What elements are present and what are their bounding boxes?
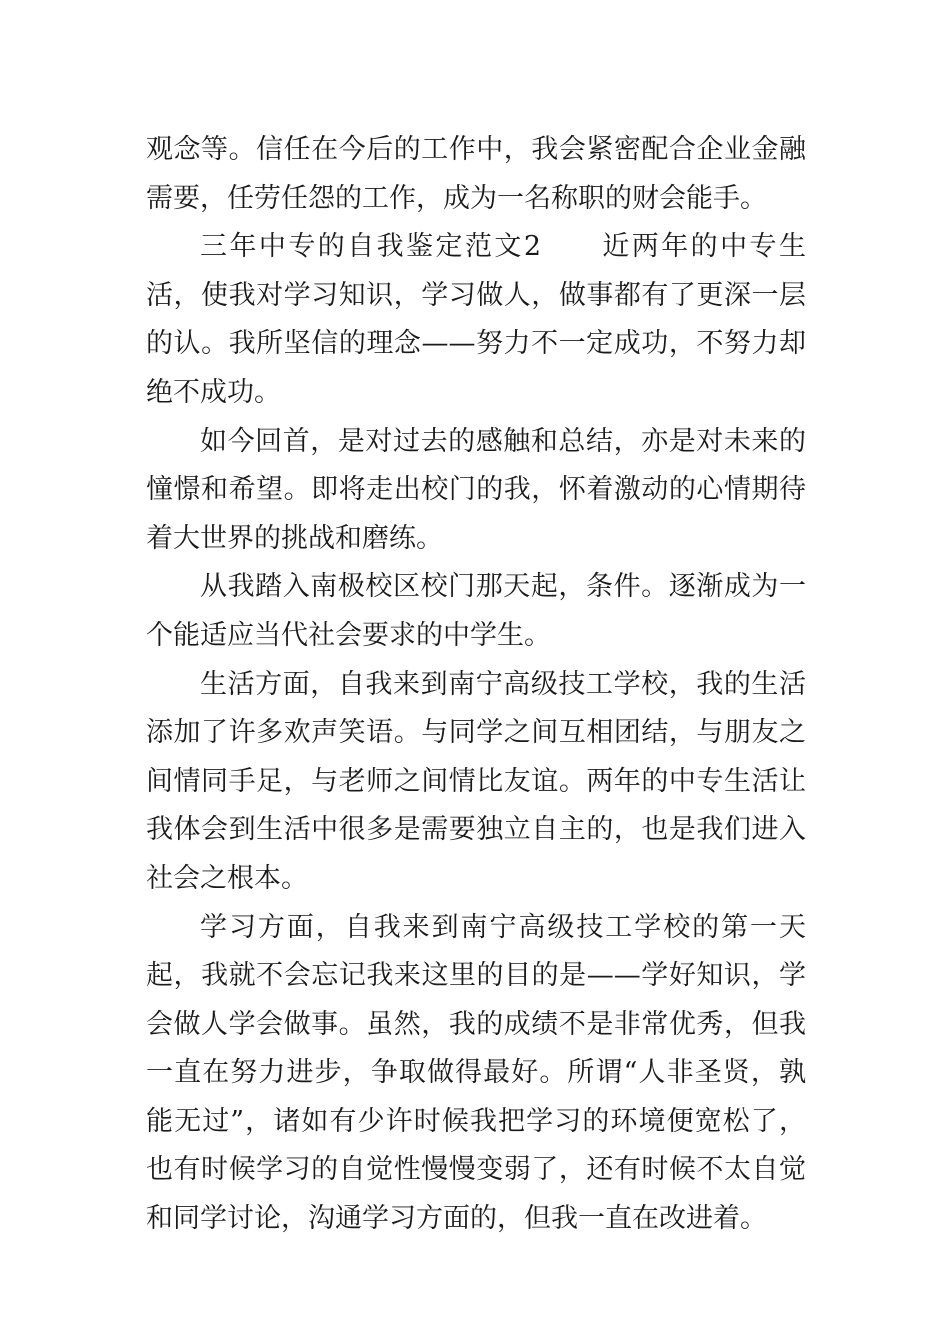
paragraph-study: 学习方面，自我来到南宁高级技工学校的第一天起，我就不会忘记我来这里的目的是——学好知识，学会做人学会做事。虽然，我的成绩不是非常优秀，但我一直在努力进步，争取做得最好。所谓“人非圣贤，孰能无过”，诸如有少许时候我把学习的环境便宽松了，也有时候学习的自觉性慢慢变弱了，还有时候不太自觉和同学讨论，沟通学习方面的，但我一直在改进着。 (146, 911, 806, 1235)
paragraph-continuation: 观念等。信任在今后的工作中，我会紧密配合企业金融需要，任劳任怨的工作，成为一名称职的财会能手。 (146, 134, 806, 214)
paragraph-life: 生活方面，自我来到南宁高级技工学校，我的生活添加了许多欢声笑语。与同学之间互相团结，与朋友之间情同手足，与老师之间情比友谊。两年的中专生活让我体会到生活中很多是需要独立自主的，也是我们进入社会之根本。 (146, 668, 806, 894)
paragraph-reflection: 如今回首，是对过去的感触和总结，亦是对未来的憧憬和希望。即将走出校门的我，怀着激动的心情期待着大世界的挑战和磨练。 (146, 425, 806, 554)
paragraph-school-entry: 从我踏入南极校区校门那天起，条件。逐渐成为一个能适应当代社会要求的中学生。 (146, 571, 806, 651)
document-body (146, 126, 806, 1244)
paragraph-title-intro: 三年中专的自我鉴定范文2 近两年的中专生活，使我对学习知识，学习做人，做事都有了更深一层的认。我所坚信的理念——努力不一定成功，不努力却绝不成功。 (146, 231, 806, 408)
